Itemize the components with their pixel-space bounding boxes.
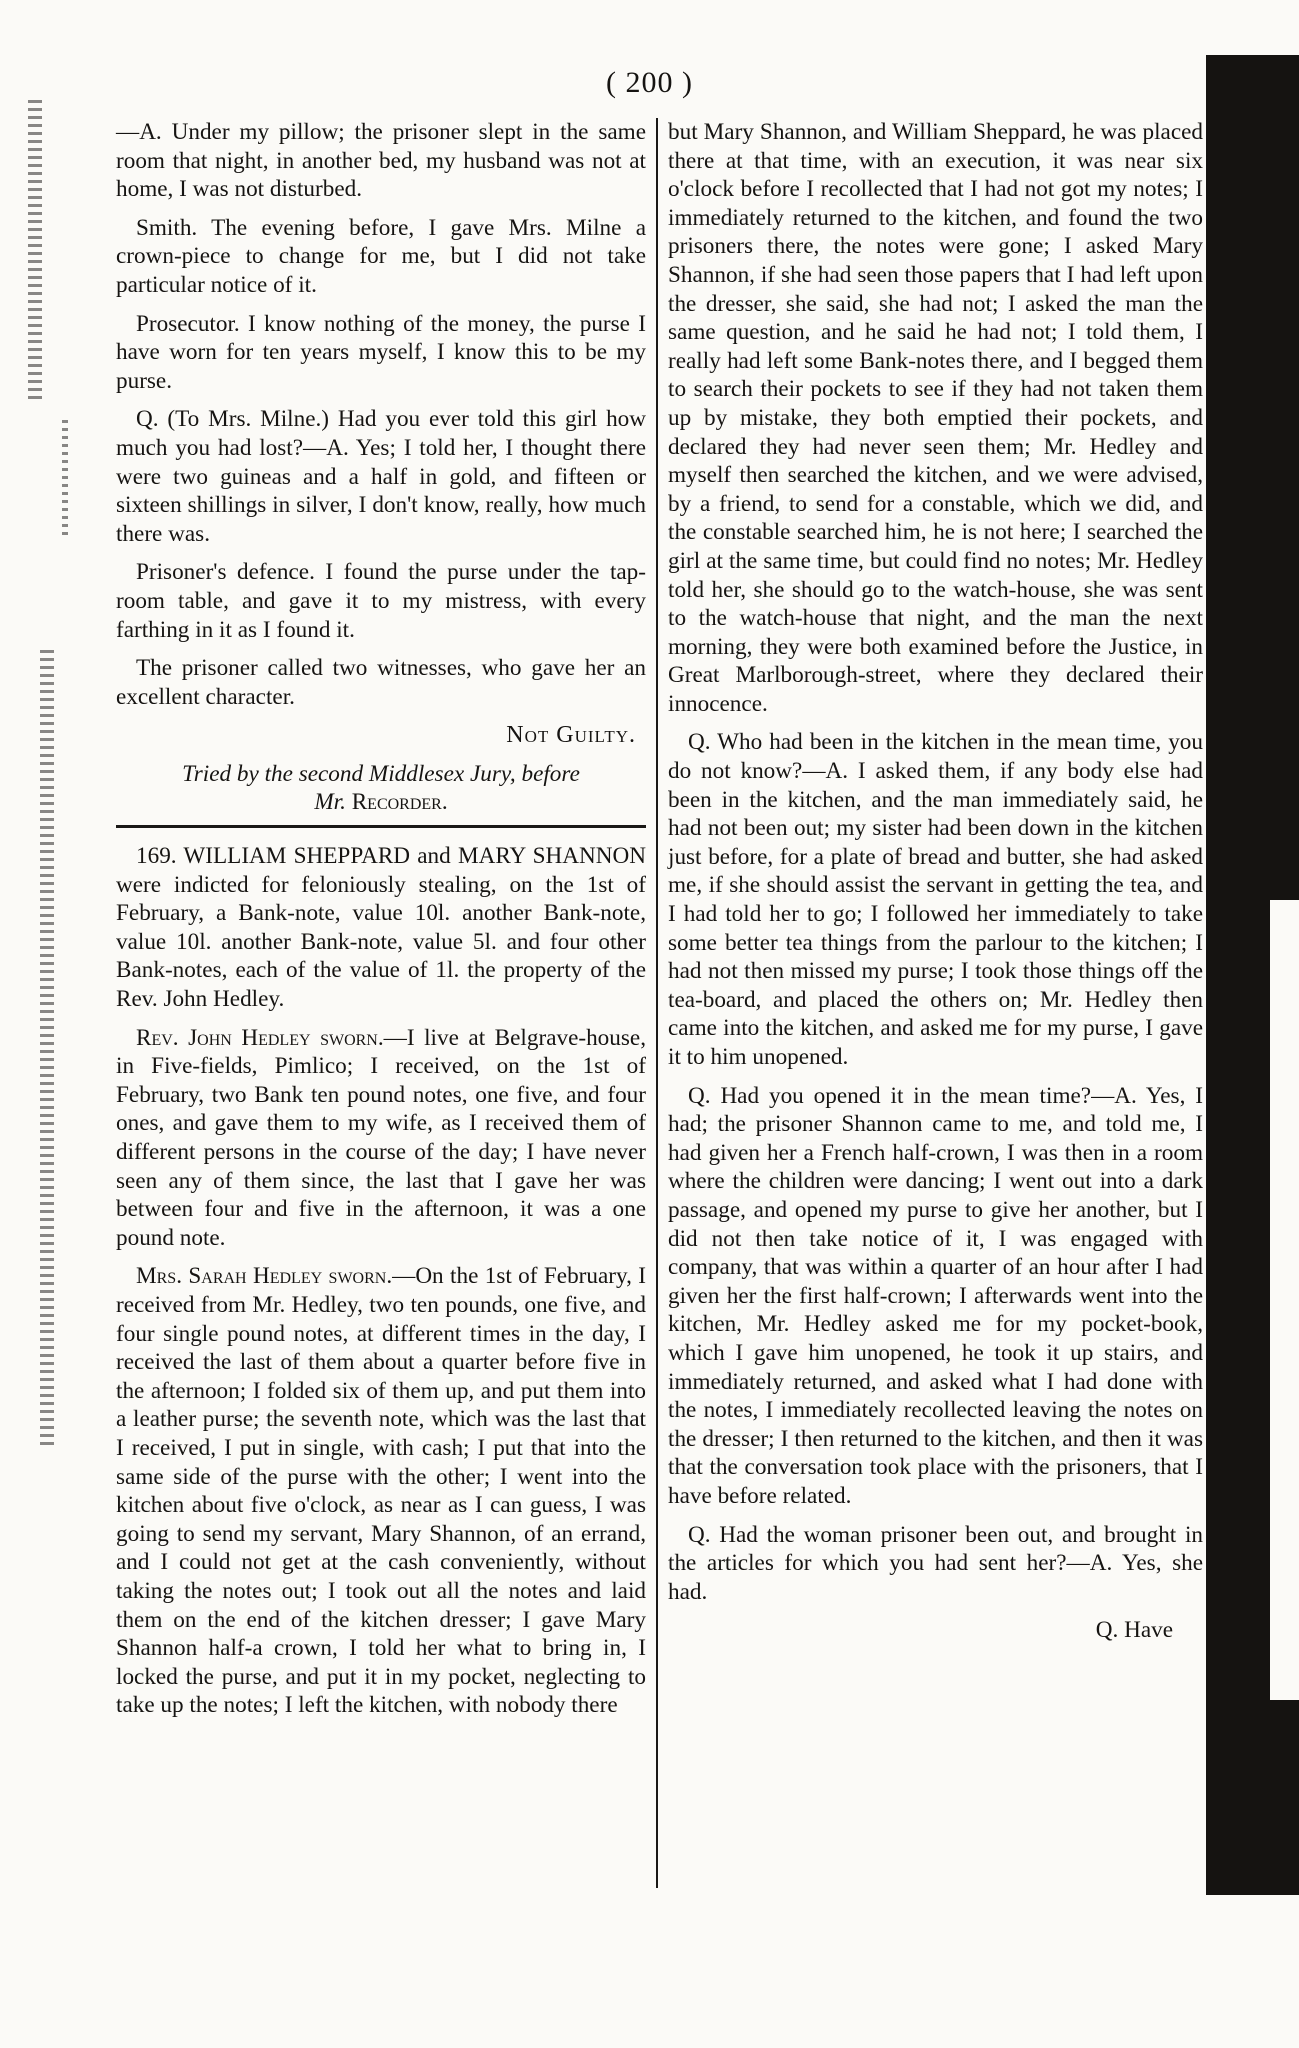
prosecutor-testimony: Prosecutor. I know nothing of the money, the purse I have worn for ten years myself, I know this to be my purse.: [116, 310, 646, 394]
case-169-indictment: 169. WILLIAM SHEPPARD and MARY SHANNON were indicted for feloniously stealing, on the 1st of February, a Bank-note, value 10l. another Bank-note, value 10l. another Bank-note, value 5l. and four other Bank-notes, each of the value of 1l. the property of the Rev. John Hedley.: [116, 843, 646, 1013]
witness-name-sarah-hedley: Mrs. Sarah Hedley sworn.: [136, 1263, 393, 1290]
trial-note-line-1: Tried by the second Middlesex Jury, before: [182, 760, 580, 787]
trial-note: [116, 760, 646, 817]
continued-testimony: but Mary Shannon, and William Sheppard, he was placed there at that time, with an execution, it was near six o'clock before I recollected that I had not got my notes; I immediately returned to the kitchen, and found the two prisoners there, the notes were gone; I asked Mary Shannon, if she had seen those papers that I had left upon the dresser, she said, she had not; I asked the man the same question, and he said he had not; I told them, I really had left some Bank-notes there, and I begged them to search their pockets to see if they had not taken them up by mistake, they both emptied their pockets, and declared they had never seen them; Mr. Hedley and myself then searched the kitchen, and we were advised, by a friend, to send for a constable, which we did, and the constable searched him, he is not here; I searched the girl at the same time, but could find no notes; Mr. Hedley told her, she should go to the watch-house, she was sent to the watch-house that night, and the man the next morning, they were both examined before the Justice, in Great Marlborough-street, where they declared their innocence.: [668, 119, 1203, 717]
bleed-through-mark: [28, 100, 42, 400]
prisoner-defence: Prisoner's defence. I found the purse under the tap-room table, and gave it to my mistress, with every farthing in it as I found it.: [116, 559, 646, 643]
catchword: Q. Have: [1095, 1617, 1173, 1644]
trial-note-recorder: Recorder.: [351, 789, 448, 816]
left-column: [116, 118, 646, 1730]
smith-testimony: Smith. The evening before, I gave Mrs. Milne a crown-piece to change for me, but I did not take particular notice of it.: [116, 214, 646, 298]
sarah-hedley-testimony-text: —On the 1st of February, I received from Mr. Hedley, two ten pounds, one five, and four single pound notes, at different times in the day, I received the last of them about a quarter before five in the afternoon; I folded six of them up, and put them into a leather purse; the seventh note, which was the last that I received, I put in single, with cash; I put that into the same side of the purse with the other; I went into the kitchen about five o'clock, as near as I can guess, I was going to send my servant, Mary Shannon, of an errand, and I could not get at the cash conveniently, without taking the notes out; I took out all the notes and laid them on the end of the kitchen dresser; I gave Mary Shannon half-a crown, I told her what to bring in, I locked the purse, and put it in my pocket, neglecting to take up the notes; I left the kitchen, with nobody there: [116, 1263, 646, 1719]
scan-edge-gap: [1270, 900, 1299, 1700]
hedley-testimony: [116, 1024, 646, 1253]
hedley-testimony-text: —I live at Belgrave-house, in Five-fields, Pimlico; I received, on the 1st of February, two Bank ten pound notes, one five, and four ones, and gave them to my wife, as I received them of different persons in the course of the day; I have never seen any of them since, the last that I gave her was between four and five in the afternoon, it was a one pound note.: [116, 1024, 646, 1251]
sarah-hedley-testimony: [116, 1262, 646, 1720]
question-kitchen: Q. Who had been in the kitchen in the mean time, you do not know?—A. I asked them, if any body else had been in the kitchen, and the man immediately said, he had not been out; my sister had been down in the kitchen just before, for a plate of bread and butter, she had asked me, if she should assist the servant in getting the tea, and I had told her to go; I followed her immediately to take some better tea things from the parlour to the kitchen; I had not then missed my purse; I took those things off the tea-board, and placed the others on; Mr. Hedley then came into the kitchen, and asked me for my purse, I gave it to him unopened.: [668, 729, 1203, 1070]
bleed-through-mark: [40, 650, 54, 1450]
answer-paragraph: —A. Under my pillow; the prisoner slept in the same room that night, in another bed, my husband was not at home, I was not disturbed.: [116, 119, 646, 203]
witnesses-note: The prisoner called two witnesses, who gave her an excellent character.: [116, 655, 646, 710]
trial-note-prefix: Mr.: [314, 789, 346, 816]
witness-name-john-hedley: Rev. John Hedley sworn.: [136, 1024, 384, 1051]
column-divider: [656, 118, 658, 1888]
question-opened: Q. Had you opened it in the mean time?—A. Yes, I had; the prisoner Shannon came to me, and told me, I had given her a French half-crown, I was then in a room where the children were dancing; I went out into a dark passage, and opened my purse to give her another, but I did not then take notice of it, I was engaged with company, that was within a quarter of an hour after I had given her the first half-crown; I afterwards went into the kitchen, Mr. Hedley asked me for my pocket-book, which I gave him unopened, he took it up stairs, and immediately returned, and asked what I had done with the notes, I immediately recollected leaving the notes on the dresser; I then returned to the kitchen, and then it was that the conversation took place with the prisoners, that I have before related.: [668, 1082, 1203, 1509]
bleed-through-mark: [62, 420, 68, 540]
page-number: ( 200 ): [606, 66, 693, 99]
section-divider: [116, 825, 646, 828]
verdict: Not Guilty.: [506, 722, 636, 749]
question-to-milne: Q. (To Mrs. Milne.) Had you ever told this girl how much you had lost?—A. Yes; I told her, I thought there were two guineas and a half in gold, and fifteen or sixteen shillings in silver, I don't know, really, how much there was.: [116, 406, 646, 547]
right-column: [668, 118, 1203, 1645]
trial-note-line-2: [116, 788, 646, 817]
question-woman-prisoner: Q. Had the woman prisoner been out, and brought in the articles for which you had sent her?—A. Yes, she had.: [668, 1521, 1203, 1605]
